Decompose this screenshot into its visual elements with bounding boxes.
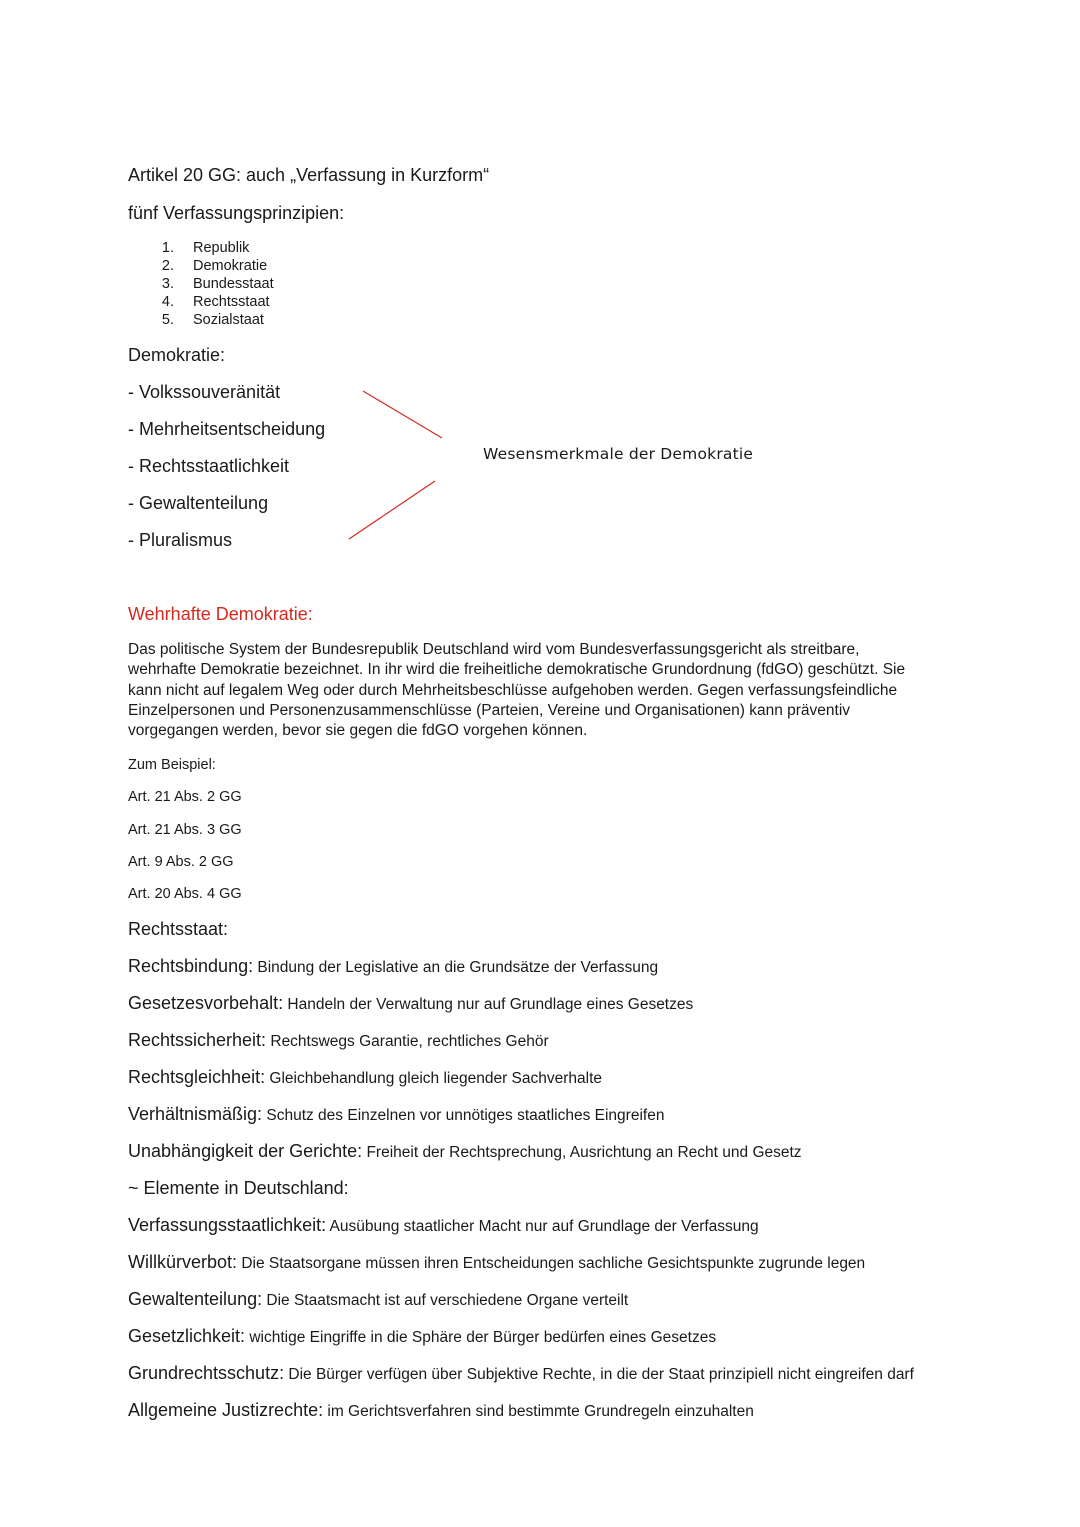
list-item: Sozialstaat (193, 312, 264, 328)
definition-term: Rechtssicherheit: (128, 1030, 267, 1050)
definition-desc: Schutz des Einzelnen vor unnötiges staatliches Eingreifen (262, 1107, 665, 1124)
definition-term: Gesetzesvorbehalt: (128, 993, 284, 1013)
democracy-item: - Rechtsstaatlichkeit (128, 456, 290, 476)
connector-line-upper (363, 391, 442, 438)
example-item: Art. 9 Abs. 2 GG (128, 854, 234, 870)
definition-row (128, 1141, 802, 1162)
element-row (128, 1215, 759, 1236)
wehrhafte-paragraph (128, 640, 958, 741)
democracy-item: - Gewaltenteilung (128, 493, 269, 513)
definition-row (128, 1067, 602, 1088)
paragraph-line: vorgegangen werden, bevor sie gegen die fdGO vorgehen können. (128, 722, 588, 740)
democracy-item: - Mehrheitsentscheidung (128, 419, 326, 439)
example-item: Art. 20 Abs. 4 GG (128, 886, 242, 902)
definition-term: Rechtsbindung: (128, 956, 254, 976)
definition-row (128, 1030, 549, 1051)
list-item: Rechtsstaat (193, 294, 270, 310)
element-row (128, 1252, 865, 1273)
definition-term: Verhältnismäßig: (128, 1104, 263, 1124)
element-row (128, 1289, 628, 1310)
definition-term: Rechtsgleichheit: (128, 1067, 266, 1087)
element-term: Grundrechtsschutz: (128, 1363, 285, 1383)
list-item: Demokratie (193, 258, 268, 274)
paragraph-line: wehrhafte Demokratie bezeichnet. In ihr wird die freiheitliche demokratische Grundordnung (fdGO) geschützt. Sie (128, 661, 906, 679)
democracy-side-label: Wesensmerkmale der Demokratie (483, 445, 754, 463)
principles-heading: fünf Verfassungsprinzipien: (128, 203, 345, 223)
element-row (128, 1326, 716, 1347)
paragraph-line: Einzelpersonen und Personenzusammenschlüsse (Parteien, Vereine und Organisationen) kann präventiv (128, 701, 851, 719)
element-term: Verfassungsstaatlichkeit: (128, 1215, 327, 1235)
definition-desc: Gleichbehandlung gleich liegender Sachverhalte (265, 1070, 603, 1087)
definition-term: Unabhängigkeit der Gerichte: (128, 1141, 363, 1161)
rechtsstaat-heading: Rechtsstaat: (128, 919, 229, 939)
democracy-item: - Pluralismus (128, 530, 233, 550)
example-item: Art. 21 Abs. 3 GG (128, 822, 242, 838)
wehrhafte-heading: Wehrhafte Demokratie: (128, 604, 313, 624)
element-term: Gesetzlichkeit: (128, 1326, 246, 1346)
list-number: 4. (161, 294, 174, 310)
element-term: Gewaltenteilung: (128, 1289, 263, 1309)
element-desc: wichtige Eingriffe in die Sphäre der Bürger bedürfen eines Gesetzes (245, 1329, 717, 1346)
definition-desc: Rechtswegs Garantie, rechtliches Gehör (266, 1033, 549, 1050)
democracy-heading: Demokratie: (128, 345, 226, 365)
paragraph-line: Das politische System der Bundesrepublik Deutschland wird vom Bundesverfassungsgericht als streitbare, (128, 641, 860, 658)
element-desc: Die Staatsorgane müssen ihren Entscheidungen sachliche Gesichtspunkte zugrunde legen (237, 1255, 866, 1272)
article-heading: Artikel 20 GG: auch „Verfassung in Kurzform“ (128, 165, 490, 185)
element-row (128, 1400, 754, 1421)
element-desc: im Gerichtsverfahren sind bestimmte Grundregeln einzuhalten (323, 1403, 754, 1420)
paragraph-line: kann nicht auf legalem Weg oder durch Mehrheitsbeschlüsse aufgehoben werden. Gegen verfassungsfeindliche (128, 681, 898, 699)
element-desc: Ausübung staatlicher Macht nur auf Grundlage der Verfassung (326, 1218, 759, 1235)
element-term: Allgemeine Justizrechte: (128, 1400, 324, 1420)
definition-desc: Handeln der Verwaltung nur auf Grundlage eines Gesetzes (283, 996, 694, 1013)
definition-row (128, 993, 693, 1014)
definition-desc: Freiheit der Rechtsprechung, Ausrichtung an Recht und Gesetz (362, 1144, 802, 1161)
definition-row (128, 1104, 664, 1125)
element-desc: Die Staatsmacht ist auf verschiedene Organe verteilt (262, 1292, 629, 1309)
list-number: 1. (161, 240, 174, 256)
element-term: Willkürverbot: (128, 1252, 238, 1272)
connector-line-lower (349, 481, 435, 539)
element-row (128, 1363, 914, 1384)
democracy-item: - Volkssouveränität (128, 382, 281, 402)
definition-row (128, 956, 658, 977)
list-item: Republik (193, 240, 250, 256)
example-label: Zum Beispiel: (128, 757, 216, 773)
list-number: 5. (161, 312, 174, 328)
example-item: Art. 21 Abs. 2 GG (128, 789, 242, 805)
elements-subheading: ~ Elemente in Deutschland: (128, 1178, 349, 1198)
element-desc: Die Bürger verfügen über Subjektive Rechte, in die der Staat prinzipiell nicht eingreifen darf (284, 1366, 914, 1383)
list-item: Bundesstaat (193, 276, 274, 292)
list-number: 2. (161, 258, 174, 274)
list-number: 3. (161, 276, 174, 292)
definition-desc: Bindung der Legislative an die Grundsätze der Verfassung (253, 959, 659, 976)
